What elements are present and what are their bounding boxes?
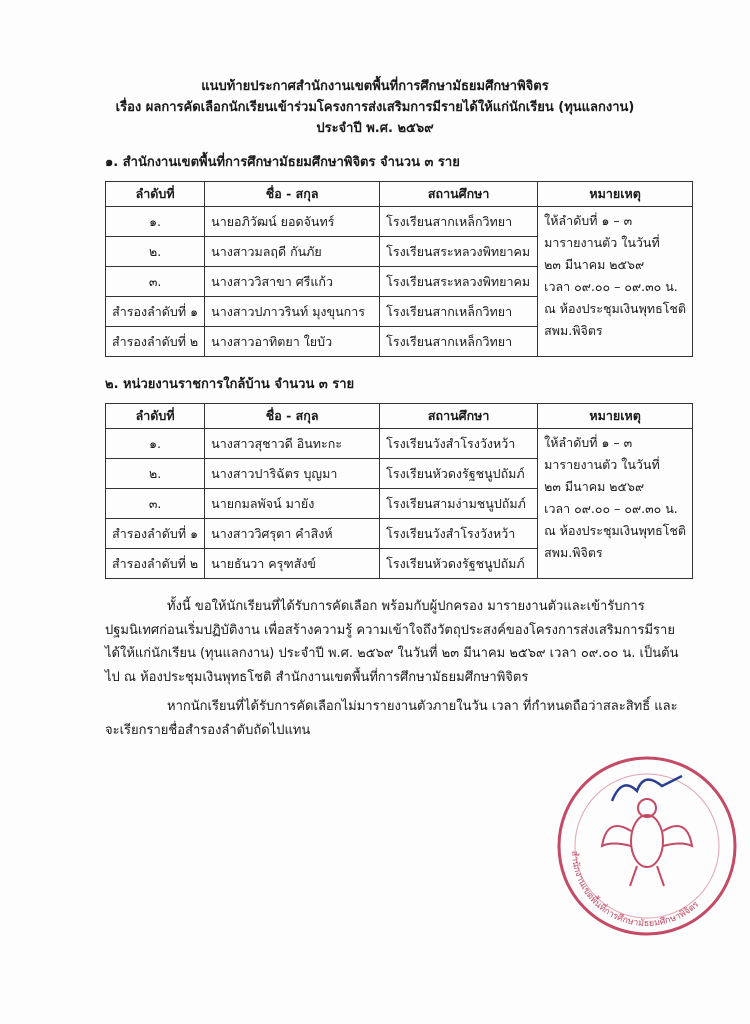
table-cell: โรงเรียนสระหลวงพิทยาคม [380, 237, 538, 267]
remark-line: มารายงานตัว ในวันที่ [544, 457, 660, 472]
header-line-1: แนบท้ายประกาศสำนักงานเขตพื้นที่การศึกษามัธยมศึกษาพิจิตร [201, 79, 549, 94]
column-header: ลำดับที่ [106, 404, 205, 429]
remark-line: มารายงานตัว ในวันที่ [544, 235, 660, 250]
remark-line: ๒๓ มีนาคม ๒๕๖๙ [544, 257, 645, 272]
remark-line: ให้ลำดับที่ ๑ – ๓ [544, 213, 633, 228]
remark-line: เวลา ๐๙.๐๐ – ๐๙.๓๐ น. [544, 501, 678, 516]
table-cell: นายธันวา ครุฑสังข์ [205, 549, 380, 579]
table-cell: นางสาวสุชาวดี อินทะกะ [205, 429, 380, 459]
official-seal [552, 746, 742, 946]
section1-table [105, 181, 693, 357]
paragraph-1: ทั้งนี้ ขอให้นักเรียนที่ได้รับการคัดเลือก พร้อมกับผู้ปกครอง มารายงานตัวและเข้ารับการปฐมนิเทศก่อนเริ่มปฏิบัติงาน เพื่อสร้างความรู้ ความเข้าใจถึงวัตถุประสงค์ของโครงการส่งเสริมการมีรายได้ให้แก่นักเรียน (ทุนแลกงาน) ประจำปี พ.ศ. ๒๕๖๙ ในวันที่ ๒๓ มีนาคม ๒๕๖๙ เวลา ๐๙.๐๐ น. เป็นต้นไป ณ ห้องประชุมเงินพุทธโชติ สำนักงานเขตพื้นที่การศึกษามัธยมศึกษาพิจิตร [105, 599, 679, 685]
table-cell: นางสาวปภาวรินท์ มุงขุนการ [205, 297, 380, 327]
remark-cell [538, 207, 693, 357]
table-row [106, 429, 693, 459]
table-cell: โรงเรียนสามง่ามชนูปถัมภ์ [380, 489, 538, 519]
table-cell: นางสาววิสาขา ศรีแก้ว [205, 267, 380, 297]
remark-line: สพม.พิจิตร [544, 545, 603, 560]
section2-title: ๒. หน่วยงานราชการใกล้บ้าน จำนวน ๓ ราย [105, 377, 355, 392]
column-header: ชื่อ - สกุล [205, 404, 380, 429]
remark-line: ให้ลำดับที่ ๑ – ๓ [544, 435, 633, 450]
header-line-2: เรื่อง ผลการคัดเลือกนักเรียนเข้าร่วมโครงการส่งเสริมการมีรายได้ให้แก่นักเรียน (ทุนแลกงาน) [115, 100, 635, 115]
remark-line: ณ ห้องประชุมเงินพุทธโชติ [544, 523, 687, 538]
table-cell: โรงเรียนสากเหล็กวิทยา [380, 327, 538, 357]
table-cell: ๑. [106, 207, 205, 237]
table-cell: นายกมลพัจน์ มายัง [205, 489, 380, 519]
table-cell: สำรองลำดับที่ ๒ [106, 549, 205, 579]
table-cell: โรงเรียนวังสำโรงวังหว้า [380, 429, 538, 459]
column-header: หมายเหตุ [538, 404, 693, 429]
garuda-emblem-icon [602, 799, 692, 886]
table-cell: ๓. [106, 267, 205, 297]
remark-line: ณ ห้องประชุมเงินพุทธโชติ [544, 301, 687, 316]
table-cell: ๑. [106, 429, 205, 459]
table-cell: นางสาวอาทิตยา ใยบัว [205, 327, 380, 357]
column-header: สถานศึกษา [380, 182, 538, 207]
remark-line: ๒๓ มีนาคม ๒๕๖๙ [544, 479, 645, 494]
table-cell: นายอภิวัฒน์ ยอดจันทร์ [205, 207, 380, 237]
table-header-row [106, 404, 693, 429]
section2-table [105, 403, 693, 579]
column-header: ชื่อ - สกุล [205, 182, 380, 207]
remark-line: เวลา ๐๙.๐๐ – ๐๙.๓๐ น. [544, 279, 678, 294]
table-cell: โรงเรียนหัวดงรัฐชนูปถัมภ์ [380, 459, 538, 489]
table-cell: โรงเรียนสระหลวงพิทยาคม [380, 267, 538, 297]
signature [612, 776, 682, 801]
table-cell: ๒. [106, 459, 205, 489]
column-header: หมายเหตุ [538, 182, 693, 207]
table-cell: นางสาวมลฤดี กันภัย [205, 237, 380, 267]
table-cell: ๓. [106, 489, 205, 519]
table-cell: โรงเรียนหัวดงรัฐชนูปถัมภ์ [380, 549, 538, 579]
table-cell: สำรองลำดับที่ ๑ [106, 519, 205, 549]
table-cell: นางสาวปาริฉัตร บุญมา [205, 459, 380, 489]
remark-cell [538, 429, 693, 579]
table-cell: โรงเรียนสากเหล็กวิทยา [380, 297, 538, 327]
section1-title: ๑. สำนักงานเขตพื้นที่การศึกษามัธยมศึกษาพิจิตร จำนวน ๓ ราย [105, 155, 460, 170]
table-cell: นางสาววิศรุตา คำสิงห์ [205, 519, 380, 549]
seal-ring [559, 758, 735, 934]
table-row [106, 207, 693, 237]
table-cell: โรงเรียนสากเหล็กวิทยา [380, 207, 538, 237]
table-cell: สำรองลำดับที่ ๒ [106, 327, 205, 357]
table-cell: โรงเรียนวังสำโรงวังหว้า [380, 519, 538, 549]
table-cell: สำรองลำดับที่ ๑ [106, 297, 205, 327]
table-header-row [106, 182, 693, 207]
column-header: ลำดับที่ [106, 182, 205, 207]
table-cell: ๒. [106, 237, 205, 267]
remark-line: สพม.พิจิตร [544, 323, 603, 338]
seal-text: สำนักงานเขตพื้นที่การศึกษามัธยมศึกษาพิจิตร [568, 850, 702, 930]
column-header: สถานศึกษา [380, 404, 538, 429]
header-line-3: ประจำปี พ.ศ. ๒๕๖๙ [316, 121, 434, 136]
paragraph-2: หากนักเรียนที่ได้รับการคัดเลือกไม่มารายงานตัวภายในวัน เวลา ที่กำหนดถือว่าสละสิทธิ์ และจะเรียกรายชื่อสำรองลำดับถัดไปแทน [105, 699, 678, 738]
